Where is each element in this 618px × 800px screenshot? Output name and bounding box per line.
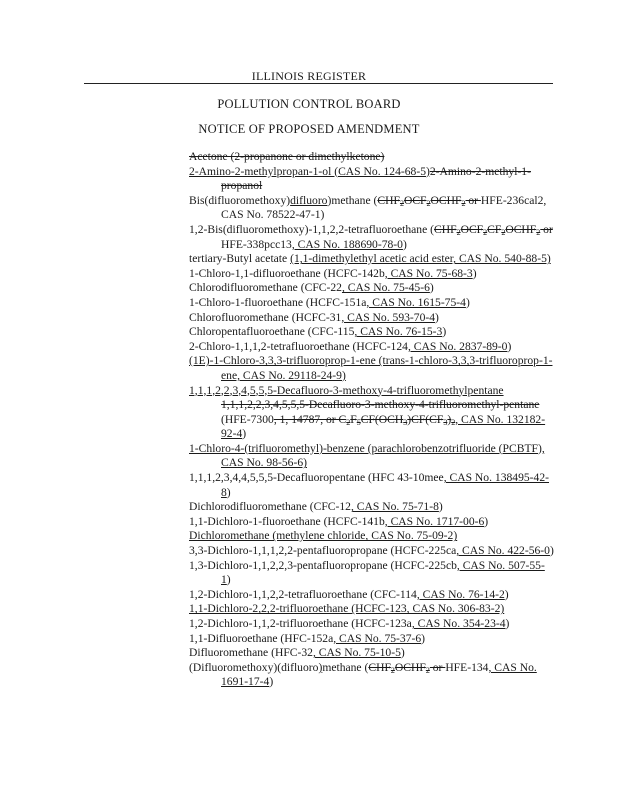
entry-text: 1,2-Bis(difluoromethoxy)-1,1,2,2-tetrafluoroethane (	[189, 222, 435, 236]
inserted-text: , CAS No. 1691-17-4	[221, 660, 537, 689]
compound-entry	[189, 544, 554, 559]
inserted-text: 1,1,1,2,2,3,4,5,5,5-Decafluoro-3-methoxy-4-trifluoromethylpentane	[189, 383, 504, 397]
deleted-text: 3	[403, 417, 408, 427]
compound-entry	[189, 646, 554, 661]
deleted-text: 2	[456, 227, 461, 237]
inserted-text: , CAS No. 1717-00-6	[384, 514, 485, 528]
inserted-text: , CAS No. 76-14-2	[416, 587, 505, 601]
entry-text: )	[400, 646, 405, 660]
entry-text: )	[269, 675, 274, 689]
deleted-text: CHF	[368, 660, 391, 674]
deleted-text: 2	[426, 198, 431, 208]
entry-text: )	[484, 514, 489, 528]
inserted-text: )	[318, 660, 323, 674]
inserted-text: , CAS No. 75-68-3	[384, 266, 473, 280]
deleted-text: OCHF	[430, 193, 462, 207]
entry-text: 1,3-Dichloro-1,1,2,2,3-pentafluoropropane (HCFC-225cb	[189, 558, 457, 572]
compound-entry	[189, 296, 554, 311]
compound-entry	[189, 529, 554, 544]
inserted-text: , CAS No. 1615-75-4	[366, 295, 466, 309]
compound-entry	[189, 311, 554, 326]
entry-text: Chloropentafluoroethane (CFC-115	[189, 325, 355, 339]
compound-entry	[189, 559, 554, 588]
compound-entry	[189, 340, 554, 355]
deleted-text: 2	[425, 665, 430, 675]
deleted-text: 2	[483, 227, 488, 237]
inserted-text: , CAS No. 2837-89-0	[407, 339, 508, 353]
header-rule	[84, 83, 553, 84]
entry-text: )	[402, 237, 407, 251]
deleted-text: 1,1,1,2,2,3,4,5,5,5-Decafluoro-3-methoxy-4-trifluoromethyl-pentane	[221, 398, 540, 412]
entry-text: 1-Chloro-1-fluoroethane (HCFC-151a	[189, 295, 367, 309]
inserted-text: , CAS No. 75-10-5	[312, 646, 401, 660]
entry-text: HFE-236cal2, CAS No. 78522-47-1)	[221, 193, 547, 222]
entry-text: )	[465, 295, 470, 309]
deleted-text: 5	[356, 417, 361, 427]
compound-entry	[189, 588, 554, 603]
inserted-text: 1-Chloro-4-(trifluoromethyl)-benzene (parachlorobenzotrifluoride (PCBTF), CAS No. 98-56-6)	[189, 441, 545, 470]
inserted-text: difluoro	[290, 193, 328, 207]
entry-text: )	[429, 281, 434, 295]
entry-text: (Difluoromethoxy)(difluoro	[189, 660, 319, 674]
deleted-text: CF(OCH	[360, 412, 404, 426]
entry-text: )	[226, 573, 231, 587]
compound-entry	[189, 661, 554, 690]
inserted-text: , CAS No. 132182-92-4	[221, 412, 546, 441]
inserted-text: (1E)-1-Chloro-3,3,3-trifluoroprop-1-ene (trans-1-chloro-3,3,3-trifluoroprop-1-ene, CAS No. 29118-24-9)	[189, 354, 553, 382]
deleted-text: CHF	[434, 222, 457, 236]
deleted-text: 2	[399, 198, 404, 208]
entry-text: )	[421, 631, 426, 645]
journal-title: ILLINOIS REGISTER	[251, 69, 367, 83]
compound-entry	[189, 632, 554, 647]
inserted-text: , CAS No. 75-45-6	[341, 281, 430, 295]
entry-text: methane (	[331, 193, 378, 207]
notice-title: NOTICE OF PROPOSED AMENDMENT	[198, 122, 420, 136]
compound-entry	[189, 252, 554, 267]
deleted-text: Acetone (2-propanone or dimethylketone)	[189, 150, 385, 163]
deleted-text: 2	[451, 417, 456, 427]
inserted-text: (1,1-dimethylethyl acetic acid ester, CAS No. 540-88-5)	[290, 252, 551, 266]
compound-entry	[189, 281, 554, 296]
entry-text: Bis(difluoromethoxy)	[189, 193, 291, 207]
entry-text: 1,2-Dichloro-1,1,2-trifluoroethane (HCFC-123a	[189, 617, 412, 630]
inserted-text: 1,1-Dichloro-2,2,2-trifluoroethane (HCFC-123, CAS No. 306-83-2)	[189, 602, 505, 616]
compound-entry	[189, 223, 554, 252]
entry-text: tertiary-Butyl acetate	[189, 252, 291, 266]
entry-text: )	[504, 587, 509, 601]
entry-text: 2-Chloro-1,1,1,2-tetrafluoroethane (HCFC-124	[189, 339, 408, 353]
entry-text: )	[242, 427, 247, 441]
compound-entry	[189, 471, 554, 500]
entry-text: 1,2-Dichloro-1,1,2,2-tetrafluoroethane (CFC-114	[189, 587, 417, 601]
deleted-text: 2	[346, 417, 351, 427]
deleted-text: OCHF	[394, 660, 426, 674]
deleted-text: 2-Amino-2-methyl-1-propanol	[221, 164, 531, 193]
inserted-text: 2-Amino-2-methylpropan-1-ol (CAS No. 124-68-5)	[189, 164, 430, 178]
compound-entry	[189, 150, 554, 165]
deleted-text: or	[465, 193, 481, 207]
entry-text: HFE-338pcc13	[221, 237, 292, 251]
entry-text: HFE-134	[445, 660, 489, 674]
deleted-text: CHF	[377, 193, 400, 207]
deleted-text: OCHF	[505, 222, 537, 236]
entry-text: )	[442, 325, 447, 339]
deleted-text: 2	[536, 227, 541, 237]
entry-text: )	[327, 193, 332, 207]
entry-text: 1-Chloro-1,1-difluoroethane (HCFC-142b	[189, 266, 385, 280]
deleted-text: OCF	[460, 222, 484, 236]
entry-text: Dichlorodifluoromethane (CFC-12	[189, 500, 351, 514]
deleted-text: 2	[390, 665, 395, 675]
entry-text: )	[505, 617, 510, 630]
entry-text: (HFE-7300	[221, 412, 274, 426]
entry-text: 1,1,1,2,3,4,4,5,5,5-Decafluoropentane (HFC 43-10mee	[189, 471, 444, 485]
compound-entry	[189, 617, 554, 632]
compound-entry	[189, 500, 554, 515]
inserted-text: , CAS No. 422-56-0	[456, 544, 550, 558]
compound-entry	[189, 384, 554, 442]
inserted-text: , CAS No. 188690-78-0	[291, 237, 403, 251]
compound-entry	[189, 602, 554, 617]
compound-entry	[189, 267, 554, 282]
entry-text: )	[549, 544, 554, 558]
inserted-text: , CAS No. 76-15-3	[354, 325, 443, 339]
compound-entry	[189, 442, 554, 471]
deleted-text: 2	[461, 198, 466, 208]
compound-entry	[189, 165, 554, 194]
compound-entry	[189, 325, 554, 340]
deleted-text: or	[540, 222, 553, 236]
entry-text: )	[226, 485, 231, 499]
deleted-text: F	[350, 412, 357, 426]
inserted-text: , CAS No. 354-23-4	[411, 617, 506, 630]
deleted-text: or	[429, 660, 446, 674]
deleted-text: )CF(CF	[407, 412, 444, 426]
compound-entry	[189, 354, 554, 383]
inserted-text: , CAS No. 138495-42-8	[221, 471, 549, 499]
entry-text: )	[472, 266, 477, 280]
deleted-text: , 1, 14787, or C	[273, 412, 347, 426]
entry-text: Chlorodifluoromethane (CFC-22	[189, 281, 342, 295]
entry-text: Chlorofluoromethane (HCFC-31	[189, 310, 342, 324]
compound-entry	[189, 194, 554, 223]
inserted-text: , CAS No. 593-70-4	[341, 310, 436, 324]
deleted-text: CF	[487, 222, 502, 236]
deleted-text: OCF	[403, 193, 427, 207]
entry-text: 3,3-Dichloro-1,1,1,2,2-pentafluoropropane (HCFC-225ca	[189, 544, 457, 558]
entry-text: Difluoromethane (HFC-32	[189, 646, 313, 660]
entry-text: methane (	[322, 660, 369, 674]
inserted-text: , CAS No. 507-55-1	[221, 558, 545, 587]
entry-text: )	[438, 500, 443, 514]
compound-entry	[189, 515, 554, 530]
entry-text: 1,1-Difluoroethane (HFC-152a	[189, 631, 334, 645]
entry-text: 1,1-Dichloro-1-fluoroethane (HCFC-141b	[189, 514, 385, 528]
deleted-text: )	[447, 412, 452, 426]
entry-text: )	[435, 310, 439, 324]
compound-list	[189, 150, 554, 690]
deleted-text: 2	[501, 227, 506, 237]
deleted-text: 3	[443, 417, 448, 427]
agency-title: POLLUTION CONTROL BOARD	[217, 97, 401, 111]
inserted-text: , CAS No. 75-37-6	[333, 631, 422, 645]
inserted-text: Dichloromethane (methylene chloride, CAS No. 75-09-2)	[189, 529, 458, 543]
inserted-text: , CAS No. 75-71-8	[350, 500, 439, 514]
entry-text: )	[507, 339, 512, 353]
